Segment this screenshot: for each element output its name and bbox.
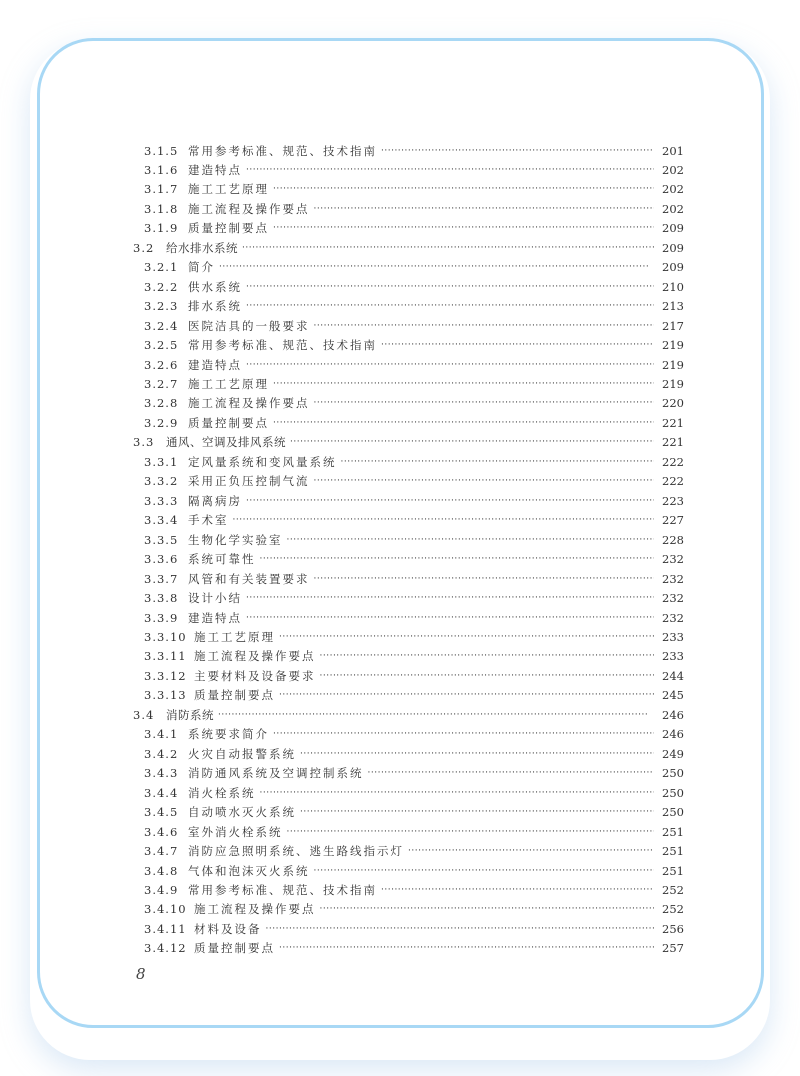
toc-page: 219 [662,357,684,372]
toc-page: 209 [662,221,684,236]
toc-page: 202 [662,201,684,216]
toc-title: 常用参考标准、规范、技术指南 [188,338,377,353]
toc-page: 202 [662,162,684,177]
dot-leader [287,827,655,837]
toc-number: 3.1.7 [144,182,179,197]
toc-title: 建造特点 [188,162,242,177]
toc-page: 246 [662,727,684,742]
dot-leader [246,496,654,506]
dot-leader [246,282,654,292]
dot-leader [233,515,655,525]
toc-title: 排水系统 [188,299,242,314]
toc-entry[interactable] [144,141,684,160]
toc-number: 3.2.4 [144,318,179,333]
toc-title: 自动喷水灭火系统 [188,805,296,820]
dot-leader [320,651,655,661]
toc-number: 3.3 [133,435,155,450]
toc-entry[interactable] [144,764,684,783]
toc-entry[interactable] [144,569,684,588]
toc-number: 3.4.7 [144,844,179,859]
dot-leader [273,379,654,389]
toc-page: 244 [662,668,684,683]
toc-number: 3.3.2 [144,474,179,489]
toc-entry[interactable] [144,491,684,510]
dot-leader [300,807,654,817]
toc-number: 3.2.5 [144,338,179,353]
toc-entry[interactable] [144,880,684,899]
toc-number: 3.4.10 [144,902,187,917]
toc-number: 3.4 [133,707,155,722]
dot-leader [219,262,654,272]
toc-page: 232 [662,610,684,625]
toc-number: 3.2.1 [144,260,179,275]
toc-title: 施工流程及操作要点 [188,396,310,411]
toc-page: 246 [662,707,684,722]
toc-number: 3.3.4 [144,513,179,528]
dot-leader [246,593,654,603]
toc-title: 质量控制要点 [194,688,275,703]
toc-number: 3.1.5 [144,143,179,158]
toc-entry[interactable] [144,452,684,471]
toc-title: 质量控制要点 [194,941,275,956]
toc-number: 3.4.5 [144,805,179,820]
toc-entry[interactable] [144,219,684,238]
toc-page: 217 [662,318,684,333]
toc-number: 3.4.8 [144,863,179,878]
toc-number: 3.1.8 [144,201,179,216]
toc-page: 221 [662,435,684,450]
toc-title: 火灾自动报警系统 [188,746,296,761]
toc-number: 3.3.11 [144,649,187,664]
toc-title: 材料及设备 [194,921,262,936]
toc-title: 常用参考标准、规范、技术指南 [188,882,377,897]
toc-entry[interactable] [144,647,684,666]
dot-leader [260,554,655,564]
toc-title: 施工流程及操作要点 [188,201,310,216]
toc-page: 221 [662,415,684,430]
toc-number: 3.4.2 [144,746,179,761]
toc-entry[interactable] [144,316,684,335]
dot-leader [246,360,654,370]
toc-number: 3.4.1 [144,727,179,742]
dot-leader [381,885,654,895]
toc-page: 233 [662,649,684,664]
toc-entry[interactable] [144,550,684,569]
toc-section[interactable] [133,705,684,724]
dot-leader [381,146,654,156]
toc-entry[interactable] [144,919,684,938]
toc-page: 201 [662,143,684,158]
toc-title: 质量控制要点 [188,221,269,236]
toc-page: 227 [662,513,684,528]
toc-title: 定风量系统和变风量系统 [188,454,337,469]
toc-page: 209 [662,260,684,275]
toc-page: 251 [662,824,684,839]
dot-leader [314,476,655,486]
toc-number: 3.2 [133,240,155,255]
toc-number: 3.3.7 [144,571,179,586]
toc-entry[interactable] [144,783,684,802]
toc-entry[interactable] [144,628,684,647]
toc-number: 3.2.3 [144,299,179,314]
toc-section[interactable] [133,238,684,257]
toc-number: 3.3.10 [144,630,187,644]
toc-page: 252 [662,882,684,897]
toc-title: 消火栓系统 [188,785,256,800]
dot-leader [246,165,654,175]
toc-title: 设计小结 [188,591,242,606]
toc-page: 232 [662,552,684,567]
toc-title: 消防系统 [166,707,214,722]
page-number: 8 [136,965,146,983]
toc-page: 219 [662,377,684,392]
toc-title: 主要材料及设备要求 [194,668,316,683]
toc-entry[interactable] [144,199,684,218]
toc-page: 249 [662,746,684,761]
toc-page: 250 [662,805,684,820]
toc-title: 施工工艺原理 [188,182,269,197]
toc-page: 232 [662,571,684,586]
toc-page: 251 [662,844,684,859]
toc-title: 供水系统 [188,279,242,294]
toc-title: 采用正负压控制气流 [188,474,310,489]
toc-page: 213 [662,299,684,314]
dot-leader [381,340,654,350]
dot-leader [260,788,655,798]
toc-number: 3.4.4 [144,785,179,800]
toc-number: 3.2.9 [144,415,179,430]
dot-leader [279,632,654,642]
toc-entry[interactable] [144,725,684,744]
toc-page: 245 [662,688,684,703]
toc-page: 228 [662,532,684,547]
dot-leader [246,613,654,623]
toc-title: 施工工艺原理 [188,377,269,392]
toc-title: 质量控制要点 [188,415,269,430]
toc-page: 220 [662,396,684,411]
toc-number: 3.3.12 [144,668,187,683]
dot-leader [320,904,655,914]
toc-number: 3.3.1 [144,454,179,469]
toc-page: 222 [662,454,684,469]
toc-entry[interactable] [144,375,684,394]
toc-page: 210 [662,279,684,294]
toc-title: 消防通风系统及空调控制系统 [188,766,364,781]
dot-leader [242,243,654,253]
toc-number: 3.1.9 [144,221,179,236]
dot-leader [290,437,654,447]
toc-entry[interactable] [144,530,684,549]
toc-page: 223 [662,493,684,508]
dot-leader [300,749,654,759]
toc-title: 医院洁具的一般要求 [188,318,310,333]
dot-leader [320,671,655,681]
toc-title: 隔离病房 [188,493,242,508]
toc-entry[interactable] [144,511,684,530]
toc-page: 256 [662,921,684,936]
toc-page: 209 [662,240,684,255]
dot-leader [273,223,654,233]
toc-number: 3.1.6 [144,162,179,177]
toc-title: 简介 [188,260,215,275]
toc-entry[interactable] [144,744,684,763]
toc-page: 252 [662,902,684,917]
toc-number: 3.3.8 [144,591,179,606]
toc-number: 3.2.7 [144,377,179,392]
toc-title: 消防应急照明系统、逃生路线指示灯 [188,844,404,859]
toc-entry[interactable] [144,803,684,822]
toc-number: 3.4.6 [144,824,179,839]
toc-entry[interactable] [144,336,684,355]
toc-number: 3.2.6 [144,357,179,372]
toc-entry[interactable] [144,355,684,374]
toc-entry[interactable] [144,589,684,608]
toc-number: 3.3.9 [144,610,179,625]
toc-title: 施工流程及操作要点 [194,902,316,917]
dot-leader [314,321,655,331]
toc-entry[interactable] [144,277,684,296]
toc-title: 风管和有关装置要求 [188,571,310,586]
toc-page: 250 [662,766,684,781]
toc-entry[interactable] [144,939,684,958]
toc-number: 3.4.9 [144,882,179,897]
toc-page: 251 [662,863,684,878]
dot-leader [273,418,654,428]
dot-leader [246,301,654,311]
toc-title: 施工工艺原理 [194,630,275,644]
toc-title: 建造特点 [188,357,242,372]
toc-entry[interactable] [144,608,684,627]
toc-number: 3.4.3 [144,766,179,781]
toc-title: 建造特点 [188,610,242,625]
dot-leader [314,398,655,408]
dot-leader [218,710,654,720]
toc-number: 3.3.13 [144,688,187,703]
toc-number: 3.3.3 [144,493,179,508]
toc-title: 气体和泡沫灭火系统 [188,863,310,878]
dot-leader [273,184,654,194]
toc-entry[interactable] [144,160,684,179]
toc-title: 常用参考标准、规范、技术指南 [188,143,377,158]
dot-leader [279,943,654,953]
dot-leader [314,866,655,876]
toc-title: 室外消火栓系统 [188,824,283,839]
toc-entry[interactable] [144,297,684,316]
toc-title: 生物化学实验室 [188,532,283,547]
toc-entry[interactable] [144,686,684,705]
dot-leader [287,535,655,545]
toc-entry[interactable] [144,900,684,919]
toc-entry[interactable] [144,258,684,277]
toc-number: 3.2.2 [144,279,179,294]
toc-section[interactable] [133,433,684,452]
dot-leader [279,690,654,700]
toc-page: 232 [662,591,684,606]
toc-title: 给水排水系统 [166,240,238,255]
dot-leader [368,768,655,778]
toc-entry[interactable] [144,822,684,841]
toc-title: 通风、空调及排风系统 [166,435,286,450]
toc-entry[interactable] [144,472,684,491]
toc-entry[interactable] [144,394,684,413]
dot-leader [273,729,654,739]
toc-title: 系统可靠性 [188,552,256,567]
toc-page: 202 [662,182,684,197]
toc-page: 257 [662,941,684,956]
toc-title: 手术室 [188,513,229,528]
dot-leader [266,924,655,934]
toc-number: 3.3.6 [144,552,179,567]
toc-page: 222 [662,474,684,489]
toc-entry[interactable] [144,413,684,432]
toc-number: 3.2.8 [144,396,179,411]
dot-leader [314,204,655,214]
toc-entry[interactable] [144,861,684,880]
toc-number: 3.3.5 [144,532,179,547]
toc-entry[interactable] [144,842,684,861]
toc-number: 3.4.12 [144,941,187,956]
dot-leader [341,457,655,467]
toc-number: 3.4.11 [144,921,187,936]
dot-leader [314,574,655,584]
toc-entry[interactable] [144,180,684,199]
toc-page: 233 [662,630,684,644]
toc-entry[interactable] [144,666,684,685]
toc-page: 219 [662,338,684,353]
toc-page: 250 [662,785,684,800]
dot-leader [408,846,654,856]
toc-title: 施工流程及操作要点 [194,649,316,664]
toc-title: 系统要求简介 [188,727,269,742]
